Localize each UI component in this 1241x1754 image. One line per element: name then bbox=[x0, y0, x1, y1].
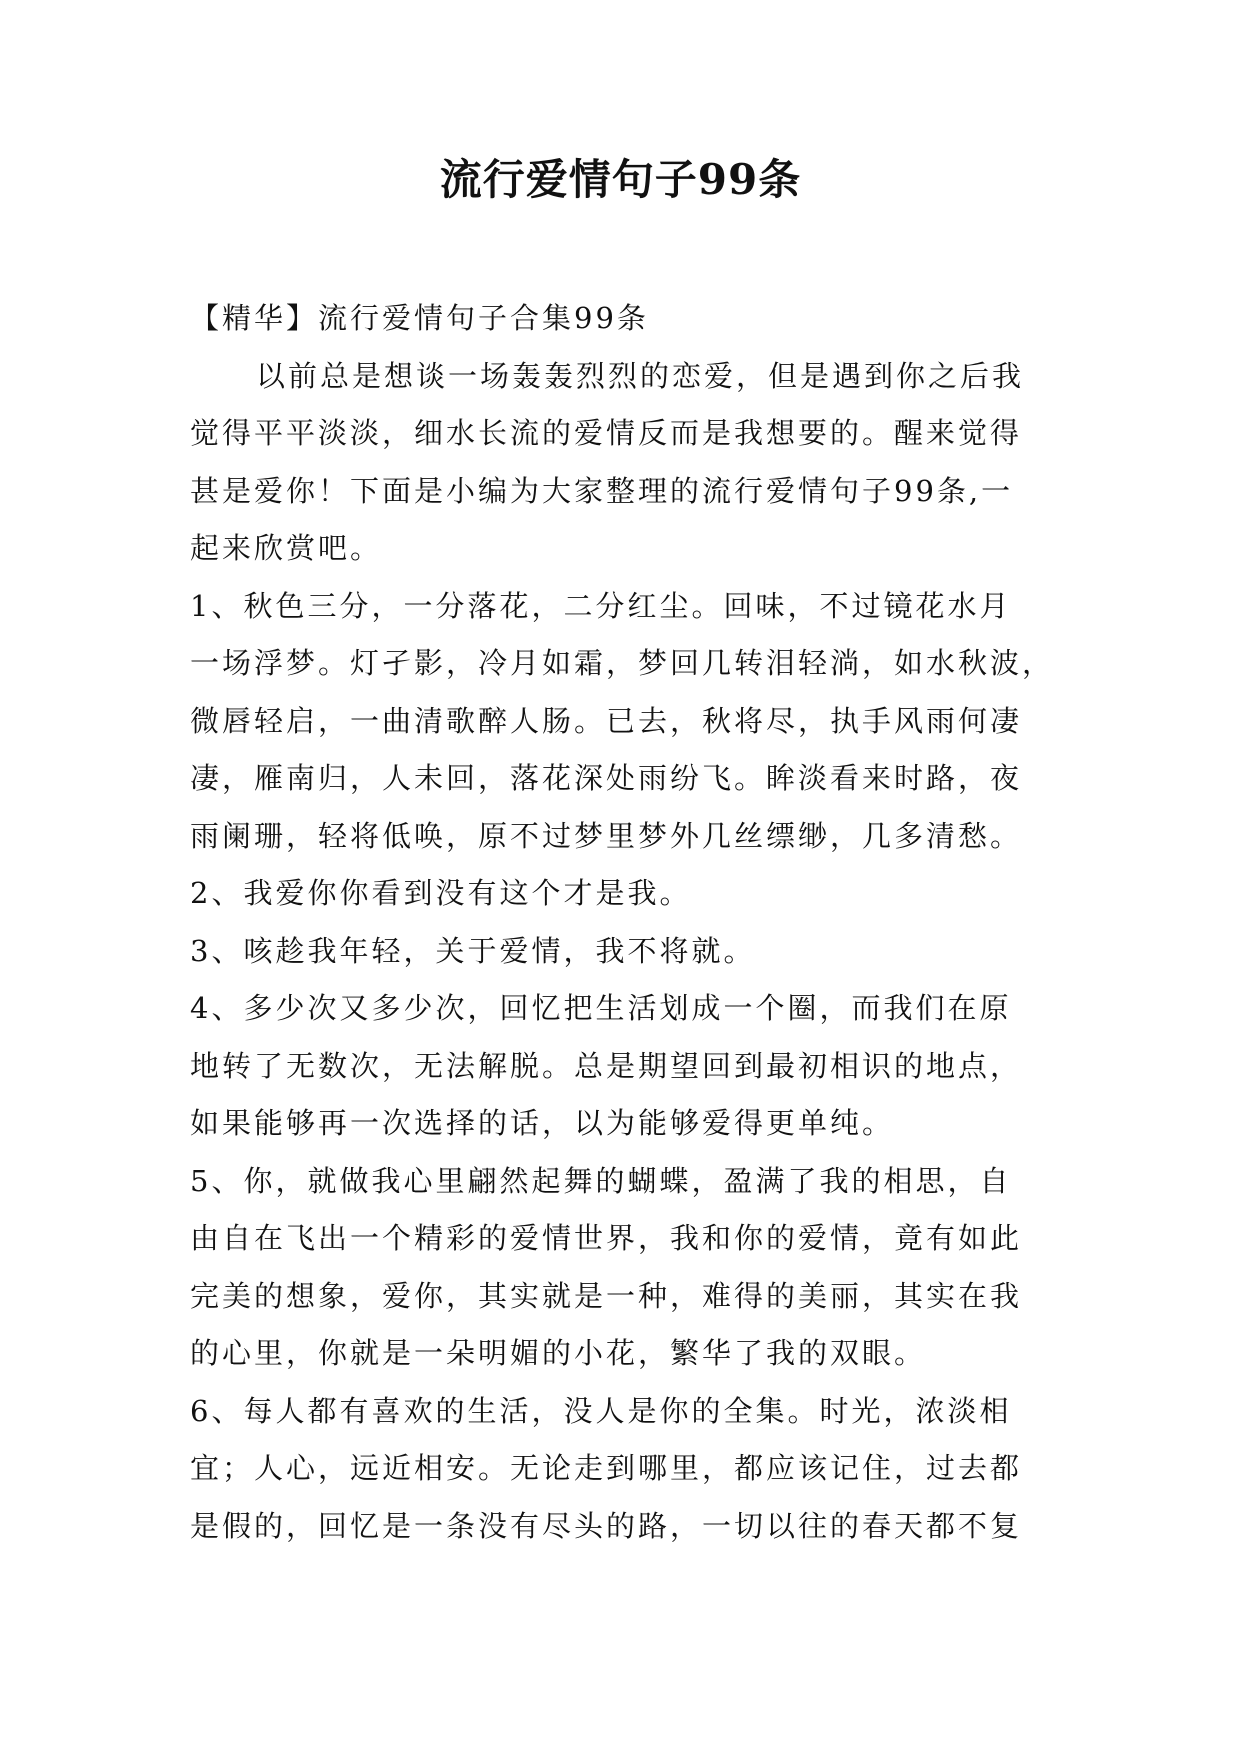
item-4-line: 如果能够再一次选择的话，以为能够爱得更单纯。 bbox=[190, 1106, 895, 1140]
subtitle-line: 【精华】流行爱情句子合集99条 bbox=[190, 301, 649, 335]
intro-line: 甚是爱你！下面是小编为大家整理的流行爱情句子99条,一 bbox=[190, 473, 1014, 508]
item-1-line: 凄，雁南归，人未回，落花深处雨纷飞。眸淡看来时路，夜 bbox=[190, 761, 1023, 795]
item-5-line: 由自在飞出一个精彩的爱情世界，我和你的爱情，竟有如此 bbox=[190, 1221, 1023, 1255]
document-title: 流行爱情句子99条 bbox=[439, 155, 802, 204]
item-1-line: 雨阑珊，轻将低唤，原不过梦里梦外几丝缥缈，几多清愁。 bbox=[190, 818, 1023, 853]
item-2-line: 2、我爱你你看到没有这个才是我。 bbox=[190, 876, 692, 910]
intro-line: 以前总是想谈一场轰轰烈烈的恋爱，但是遇到你之后我 bbox=[256, 358, 1025, 393]
item-3-line: 3、咳趁我年轻，关于爱情，我不将就。 bbox=[190, 933, 756, 968]
item-5-line: 的心里，你就是一朵明媚的小花，繁华了我的双眼。 bbox=[190, 1336, 927, 1370]
item-5-line: 完美的想象，爱你，其实就是一种，难得的美丽，其实在我 bbox=[190, 1278, 1023, 1313]
item-1-line: 微唇轻启，一曲清歌醉人肠。已去，秋将尽，执手风雨何凄 bbox=[190, 703, 1023, 738]
item-1-line: 一场浮梦。灯孑影，冷月如霜，梦回几转泪轻淌，如水秋波， bbox=[190, 646, 1055, 680]
item-6-line: 是假的，回忆是一条没有尽头的路，一切以往的春天都不复 bbox=[190, 1508, 1023, 1543]
item-4-line: 4、多少次又多少次，回忆把生活划成一个圈，而我们在原 bbox=[190, 991, 1012, 1025]
item-5-line: 5、你，就做我心里翩然起舞的蝴蝶，盈满了我的相思，自 bbox=[190, 1163, 1012, 1198]
item-6-line: 宜；人心，远近相安。无论走到哪里，都应该记住，过去都 bbox=[190, 1451, 1023, 1485]
intro-line: 觉得平平淡淡，细水长流的爱情反而是我想要的。醒来觉得 bbox=[190, 416, 1023, 450]
intro-line: 起来欣赏吧。 bbox=[190, 531, 383, 565]
item-4-line: 地转了无数次，无法解脱。总是期望回到最初相识的地点， bbox=[190, 1048, 1023, 1083]
item-1-line: 1、秋色三分，一分落花，二分红尘。回味，不过镜花水月 bbox=[190, 588, 1012, 623]
item-6-line: 6、每人都有喜欢的生活，没人是你的全集。时光，浓淡相 bbox=[190, 1393, 1012, 1428]
document-body bbox=[190, 290, 1070, 1555]
